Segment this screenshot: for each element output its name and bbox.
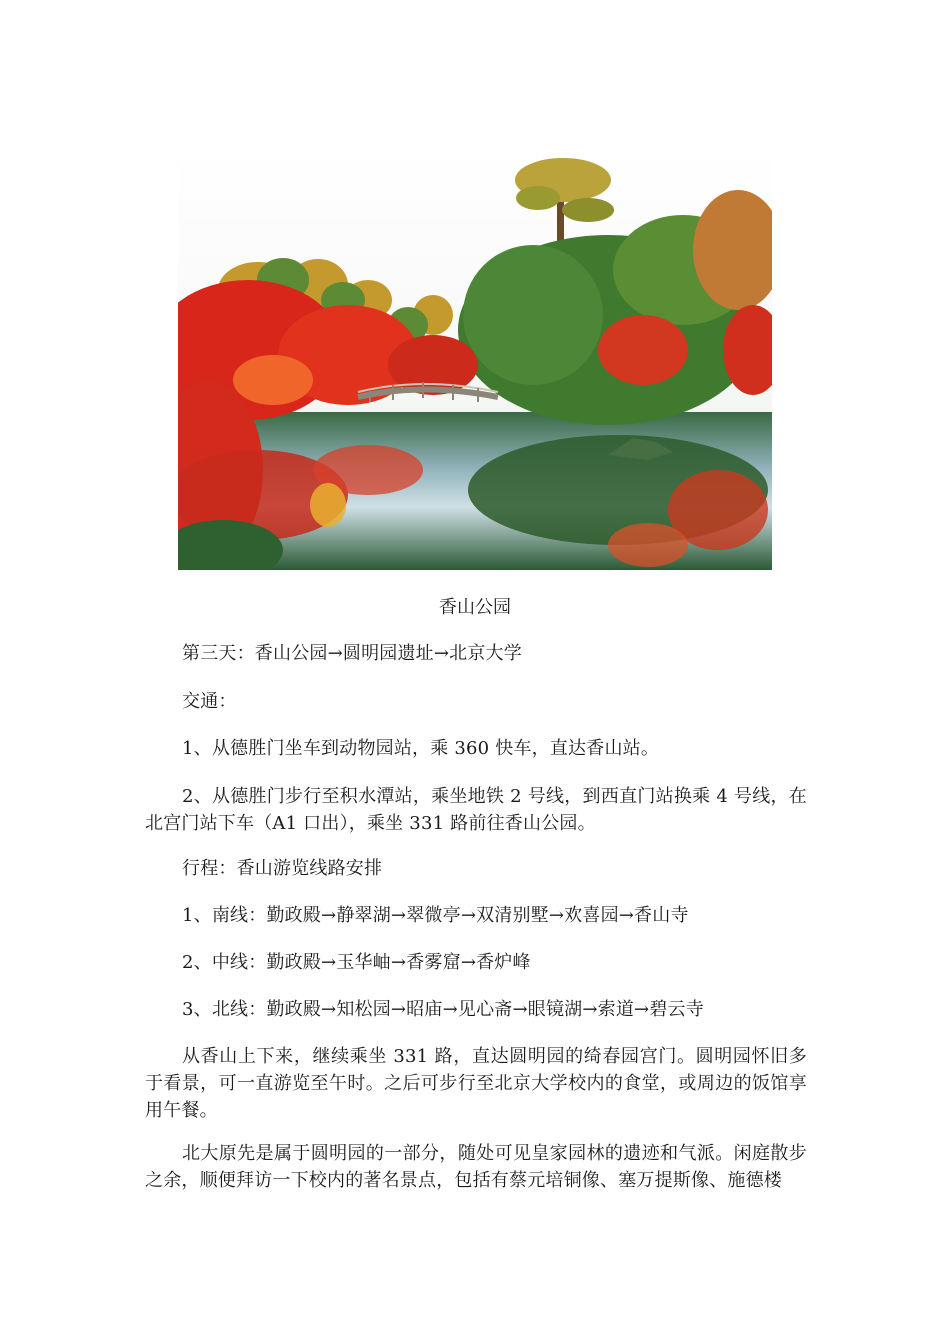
yuanmingyuan-paragraph: 从香山上下来，继续乘坐 331 路，直达圆明园的绮春园宫门。圆明园怀旧多于看景，可一直游览至午时。之后可步行至北京大学校内的食堂，或周边的饭馆享用午餐。	[145, 1046, 807, 1121]
transport-option-2: 2、从德胜门步行至积水潭站，乘坐地铁 2 号线，到西直门站换乘 4 号线，在北宫门站下车（A1 口出），乘坐 331 路前往香山公园。	[145, 786, 807, 834]
park-photo	[178, 150, 772, 570]
photo-caption: 香山公园	[439, 597, 511, 618]
itinerary-heading: 行程：香山游览线路安排	[182, 858, 383, 879]
transport-heading: 交通：	[182, 691, 237, 712]
autumn-park-photo-icon	[178, 150, 772, 570]
route-middle: 2、中线：勤政殿→玉华岫→香雾窟→香炉峰	[182, 952, 531, 973]
peking-university-paragraph: 北大原先是属于圆明园的一部分，随处可见皇家园林的遗迹和气派。闲庭散步之余，顺便拜访一下校内的著名景点，包括有蔡元培铜像、塞万提斯像、施德楼	[145, 1143, 807, 1191]
route-north: 3、北线：勤政殿→知松园→昭庙→见心斋→眼镜湖→索道→碧云寺	[182, 999, 704, 1020]
transport-option-1: 1、从德胜门坐车到动物园站，乘 360 快车，直达香山站。	[182, 738, 660, 759]
route-south: 1、南线：勤政殿→静翠湖→翠微亭→双清别墅→欢喜园→香山寺	[182, 905, 689, 926]
day-three-heading: 第三天：香山公园→圆明园遗址→北京大学	[182, 643, 522, 664]
